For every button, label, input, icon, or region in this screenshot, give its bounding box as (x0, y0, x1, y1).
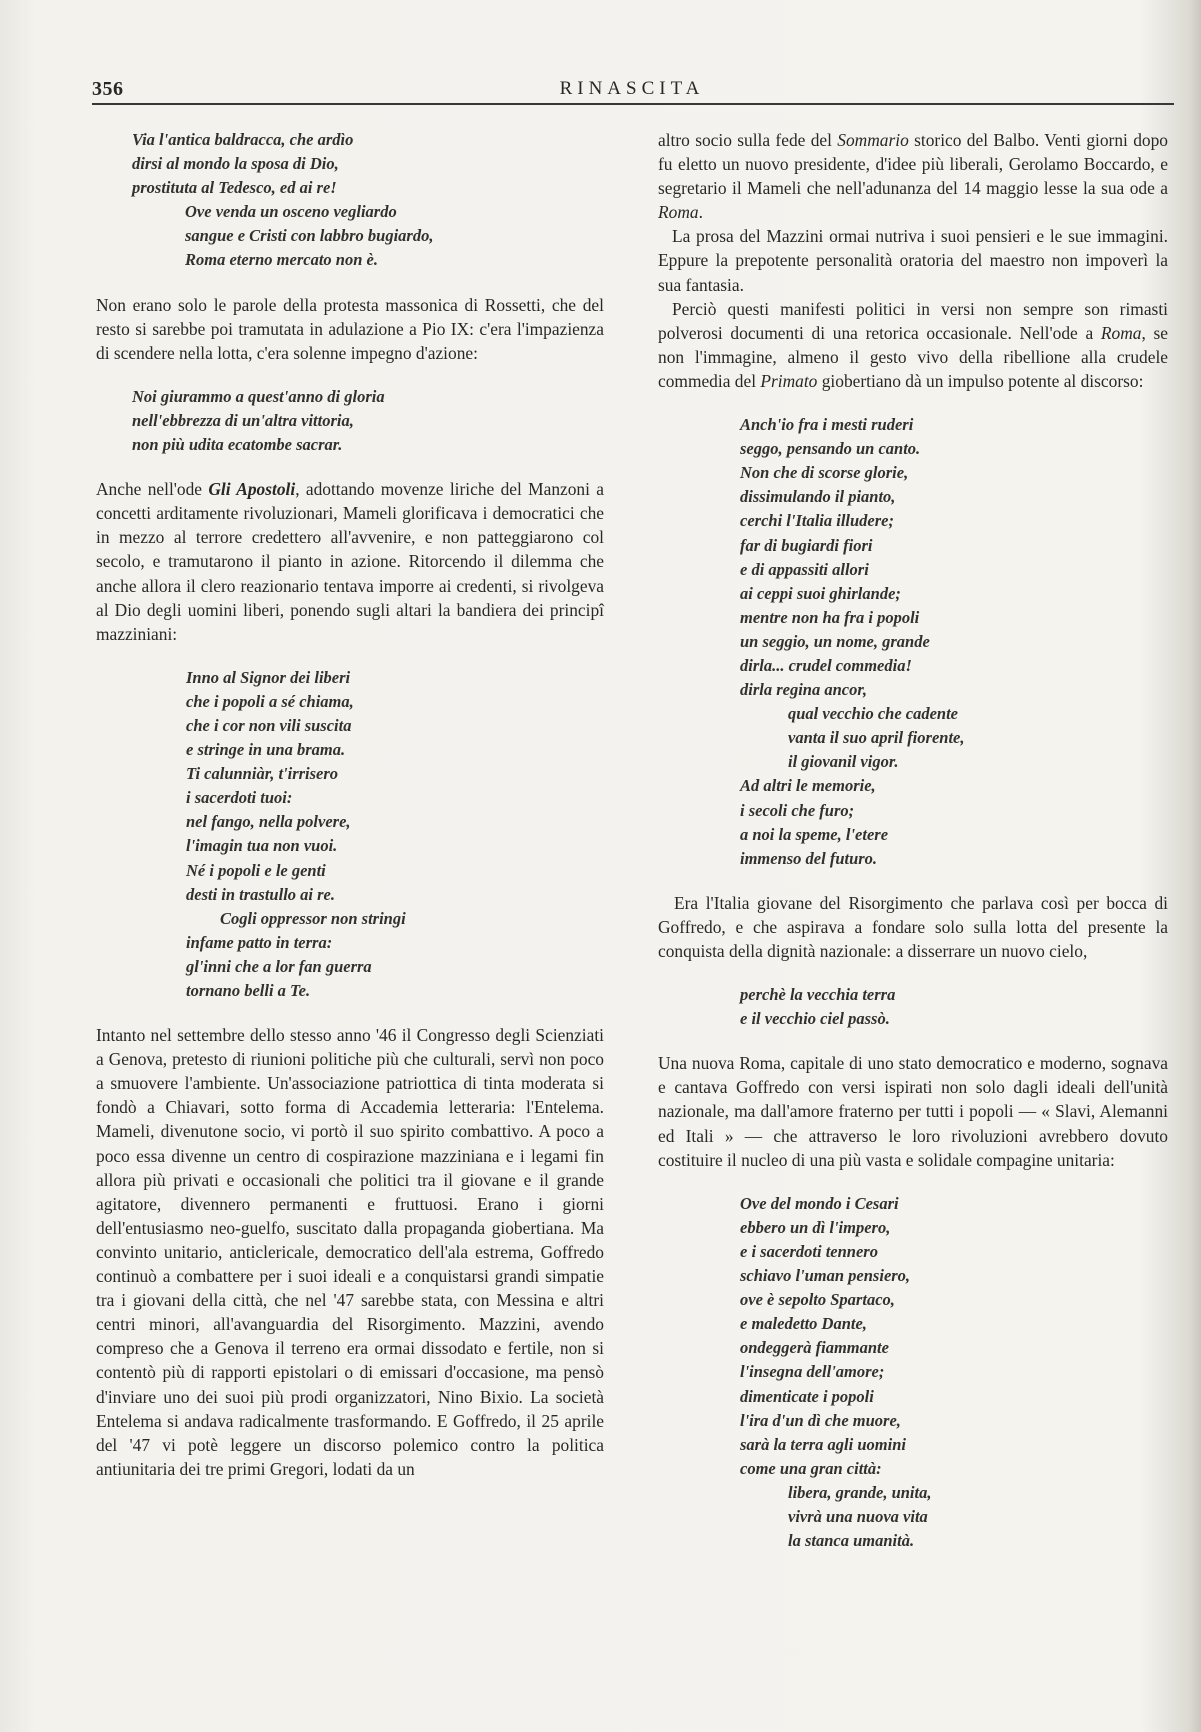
page-number: 356 (92, 78, 124, 100)
paragraph: La prosa del Mazzini ormai nutriva i suoi pensieri e le sue immagini. Eppure la prepotente personalità oratoria del maestro non impoverì la sua fantasia. (658, 226, 1168, 295)
verse-line: libera, grande, unita, (788, 1482, 932, 1502)
verse-line: Cogli oppressor non stringi (220, 908, 406, 928)
text-run: Perciò questi manifesti politici in versi non sempre son rimasti polverosi documenti di una retorica occasionale. Nell'ode a (658, 298, 1168, 343)
text-run: , se non l'immagine, almeno il gesto vivo della ribellione alla crudele commedia del (658, 322, 1168, 391)
verse-line: desti in trastullo ai re. (186, 884, 335, 904)
verse-line: Ad altri le memorie, (740, 776, 876, 796)
verse-line: come una gran città: (740, 1458, 882, 1478)
paragraph: Una nuova Roma, capitale di uno stato democratico e moderno, sognava e cantava Goffredo con versi ispirati non solo dagli ideali dell'unità nazionale, ma dall'amore fraterno per tutti i popoli — « Slavi, Alemanni ed Itali » — che attraverso le loro rivoluzioni avrebbero dovuto costituire il nucleo di una più vasta e solidale compagine unitaria: (658, 1053, 1168, 1170)
verse-line: Ove del mondo i Cesari (740, 1193, 899, 1213)
verse-line: ebbero un dì l'impero, (740, 1217, 891, 1237)
verse-line: i secoli che furo; (740, 800, 855, 820)
verse-line: infame patto in terra: (186, 932, 333, 952)
poem-cielo (658, 983, 1168, 1031)
verse-line: Inno al Signor dei liberi (186, 667, 351, 687)
header-rule (92, 103, 1174, 105)
paragraph (658, 297, 1168, 393)
verse-line: e di appassiti allori (740, 559, 869, 579)
work-title: Primato (760, 370, 818, 391)
verse-line: far di bugiardi fiori (740, 535, 873, 555)
verse-line: Anch'io fra i mesti ruderi (740, 415, 914, 435)
verse-line: i sacerdoti tuoi: (186, 788, 293, 808)
verse-line: mentre non ha fra i popoli (740, 607, 920, 627)
verse-line: Via l'antica baldracca, che ardìo (132, 130, 354, 149)
verse-line: un seggio, un nome, grande (740, 631, 930, 651)
left-column (96, 128, 604, 1481)
journal-title: RINASCITA (559, 78, 705, 99)
verse-line: il giovanil vigor. (788, 752, 899, 772)
work-title: Gli Apostoli (208, 479, 296, 500)
verse-line: sarà la terra agli uomini (740, 1434, 906, 1454)
verse-line: ai ceppi suoi ghirlande; (740, 583, 901, 603)
poem-cesari (658, 1192, 1168, 1553)
verse-line: non più udita ecatombe sacrar. (132, 435, 343, 455)
paragraph: Intanto nel settembre dello stesso anno '46 il Congresso degli Scienziati a Genova, pretesto di riunioni politiche più che culturali, servì non poco a smuovere l'ambiente. Un'associazione patriottica di tinta moderata si fondò a Chiavari, sotto forma di Accademia letteraria: l'Entelema. Mameli, divenutone socio, vi portò il suo spirito combattivo. A poco a poco essa divenne un centro di cospirazione mazziniana e i legami fin allora più privati e occasionali che politici tra il giovane e il grande agitatore, divennero permanenti e fruttuosi. Erano i giorni dell'entusiasmo neo-guelfo, suscitato dalla propaganda giobertiana. Ma convinto unitario, anticlericale, democratico dell'ala estrema, Goffredo continuò a combattere per i suoi ideali e a conquistarsi grandi simpatie tra i giovani della città, che nel '47 sarebbe stata, con Messina e altri centri minori, all'avanguardia del Risorgimento. Mazzini, avendo compreso che a Genova il terreno era ormai dissodato e fertile, non si contentò più di rapporti epistolari o di emissari d'occasione, ma pensò d'inviare uno dei suoi più prodi organizzatori, Nino Bixio. La società Entelema si andava radicalmente trasformando. E Goffredo, il 25 aprile del '47 vi potè leggere un discorso polemico contro la politica antiunitaria dei tre primi Gregori, lodati da un (96, 1025, 604, 1479)
verse-line: vanta il suo april fiorente, (788, 728, 965, 748)
poem-apostoli (96, 666, 604, 1003)
verse-line: Noi giurammo a quest'anno di gloria (132, 386, 385, 406)
verse-line: ove è sepolto Spartaco, (740, 1290, 895, 1310)
verse-line: che i popoli a sé chiama, (186, 691, 354, 711)
verse-line: l'imagin tua non vuoi. (186, 836, 338, 856)
verse-line: l'ira d'un dì che muore, (740, 1410, 901, 1430)
paragraph: Era l'Italia giovane del Risorgimento che parlava così per bocca di Goffredo, e che aspirava a fondare solo sulla lotta del presente la conquista della dignità nazionale: a disserrare un nuovo cielo, (658, 892, 1168, 961)
verse-line: tornano belli a Te. (186, 981, 311, 1000)
verse-line: sangue e Cristi con labbro bugiardo, (185, 226, 434, 246)
poem-rossetti (96, 128, 604, 273)
verse-line: a noi la speme, l'etere (740, 824, 889, 844)
text-run: . (698, 202, 703, 223)
verse-line: qual vecchio che cadente (788, 704, 958, 724)
verse-line: e il vecchio ciel passò. (740, 1009, 890, 1029)
work-title: Roma (1100, 322, 1142, 343)
paragraph: Non erano solo le parole della protesta massonica di Rossetti, che del resto si sarebbe poi tramutata in adulazione a Pio IX: c'era l'impazienza di scendere nella lotta, c'era solenne impegno d'azione: (96, 294, 604, 363)
text-run: Anche nell'ode (96, 479, 209, 500)
paragraph (658, 128, 1168, 224)
verse-line: dimenticate i popoli (740, 1386, 874, 1406)
verse-line: Roma eterno mercato non è. (185, 250, 378, 270)
work-title: Sommario (837, 130, 909, 150)
verse-line: la stanca umanità. (788, 1531, 915, 1551)
verse-line: immenso del futuro. (740, 848, 878, 868)
right-column (658, 128, 1168, 1553)
poem-roma (658, 413, 1168, 871)
verse-line: e maledetto Dante, (740, 1314, 867, 1334)
text-run: storico del Balbo. Venti giorni dopo fu eletto un nuovo presidente, d'idee più liberali, Gerolamo Boccardo, e segretario il Mameli che nell'adunanza del 14 maggio lesse la sua ode a (658, 130, 1168, 199)
verse-line: cerchi l'Italia illudere; (740, 511, 894, 531)
text-run: altro socio sulla fede del (658, 130, 838, 150)
poem-giurammo (96, 385, 604, 457)
verse-line: e stringe in una brama. (186, 740, 346, 760)
verse-line: gl'inni che a lor fan guerra (186, 956, 372, 976)
verse-line: Ove venda un osceno vegliardo (185, 202, 397, 222)
verse-line: dissimulando il pianto, (740, 487, 896, 507)
work-title: Roma (658, 202, 699, 223)
verse-line: Ti calunniàr, t'irrisero (186, 764, 339, 784)
verse-line: l'insegna dell'amore; (740, 1362, 885, 1382)
verse-line: schiavo l'uman pensiero, (740, 1266, 911, 1286)
verse-line: Né i popoli e le genti (186, 860, 326, 880)
verse-line: e i sacerdoti tennero (740, 1241, 878, 1261)
verse-line: dirsi al mondo la sposa di Dio, (132, 154, 339, 174)
text-run: giobertiano dà un impulso potente al discorso: (817, 370, 1144, 391)
verse-line: prostituta al Tedesco, ed ai re! (132, 178, 337, 198)
verse-line: nell'ebbrezza di un'altra vittoria, (132, 410, 354, 430)
verse-line: Non che di scorse glorie, (740, 463, 909, 483)
verse-line: che i cor non vili suscita (186, 715, 352, 735)
text-run: , adottando movenze liriche del Manzoni a concetti arditamente rivoluzionari, Mameli glorificava i democratici che in mezzo al terrore credettero all'avvenire, e non patteggiarono col secolo, e tramutarono il pianto in azione. Ritorcendo il dilemma che anche allora il clero reazionario tentava imporre ai credenti, si rivolgeva al Dio degli uomini liberi, ponendo sugli altari la bandiera dei principî mazziniani: (96, 479, 604, 644)
paragraph (96, 477, 604, 646)
verse-line: ondeggerà fiammante (740, 1338, 889, 1358)
verse-line: dirla... crudel commedia! (740, 655, 912, 675)
verse-line: perchè la vecchia terra (740, 985, 896, 1005)
verse-line: nel fango, nella polvere, (186, 812, 351, 832)
page-header (92, 70, 1172, 106)
verse-line: dirla regina ancor, (740, 680, 867, 700)
verse-line: seggo, pensando un canto. (740, 439, 921, 459)
verse-line: vivrà una nuova vita (788, 1506, 928, 1526)
